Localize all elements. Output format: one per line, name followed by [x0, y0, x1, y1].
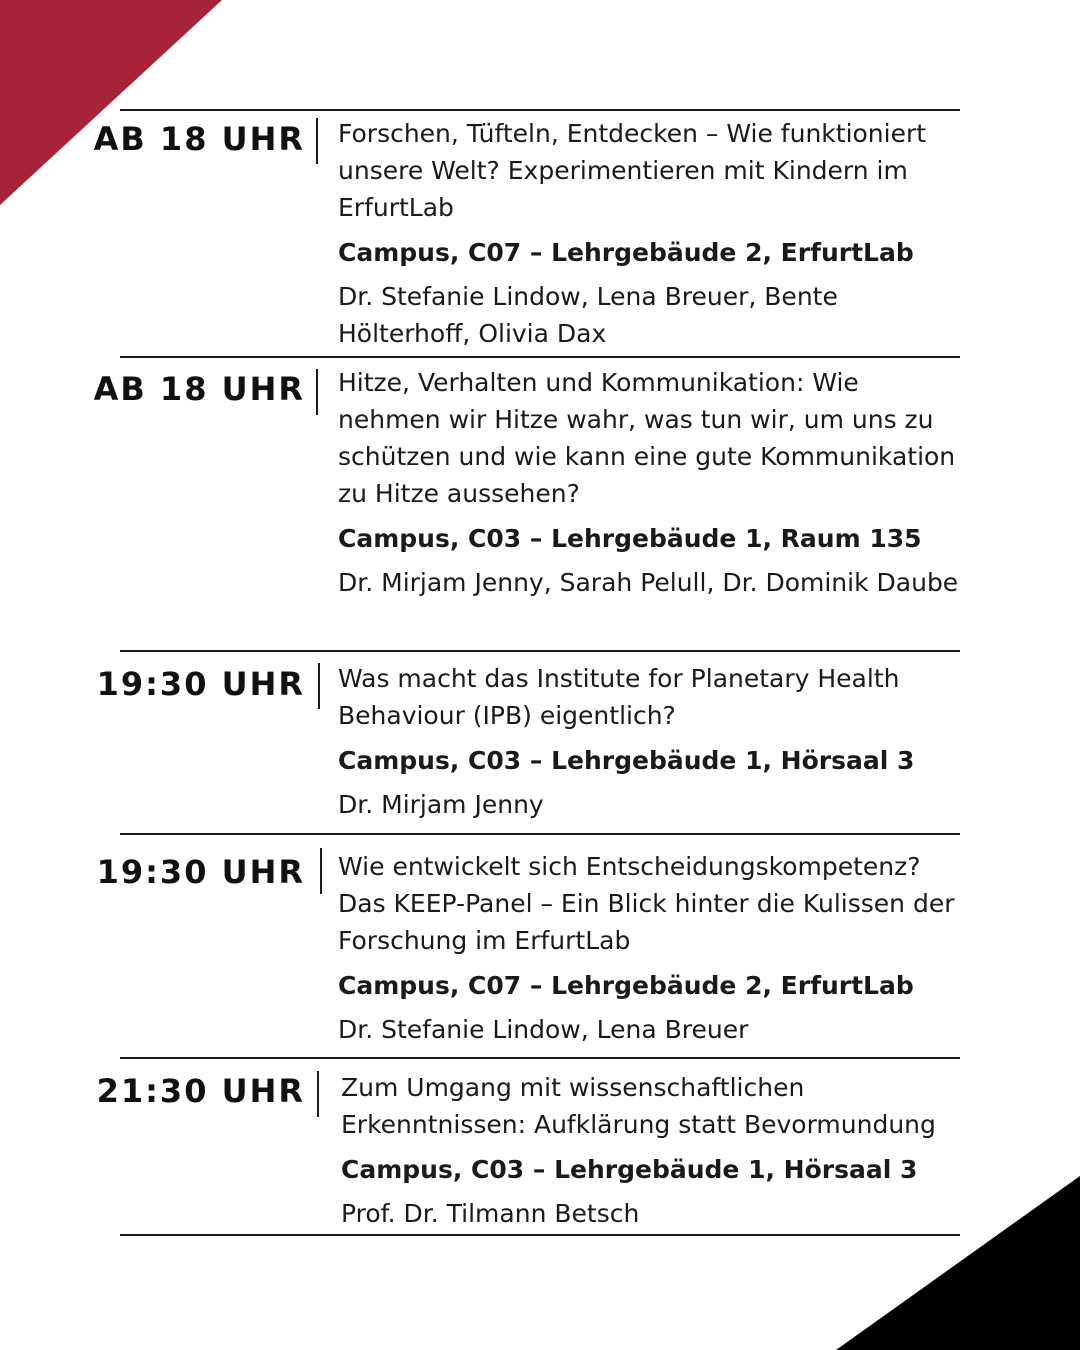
event-location: Campus, C03 – Lehrgebäude 1, Hörsaal 3: [341, 1155, 918, 1184]
event-location: Campus, C03 – Lehrgebäude 1, Raum 135: [338, 524, 922, 553]
event-details: [338, 364, 963, 601]
event-time: 19:30 UHR: [96, 853, 305, 891]
event-time: 19:30 UHR: [96, 665, 305, 703]
event-title: Was macht das Institute for Planetary Health Behaviour (IPB) eigentlich?: [338, 664, 900, 730]
event-speakers: Dr. Stefanie Lindow, Lena Breuer, Bente Hölterhoff, Olivia Dax: [338, 282, 838, 348]
event-title: Zum Umgang mit wissenschaftlichen Erkenntnissen: Aufklärung statt Bevormundung: [341, 1073, 936, 1139]
time-separator-bar: [320, 848, 322, 894]
time-separator-bar: [318, 663, 320, 709]
event-title: Wie entwickelt sich Entscheidungskompetenz? Das KEEP-Panel – Ein Blick hinter die Kulissen der Forschung im ErfurtLab: [338, 852, 955, 955]
event-title: Forschen, Tüfteln, Entdecken – Wie funktioniert unsere Welt? Experimentieren mit Kindern im ErfurtLab: [338, 119, 927, 222]
event-location: Campus, C03 – Lehrgebäude 1, Hörsaal 3: [338, 746, 915, 775]
event-location: Campus, C07 – Lehrgebäude 2, ErfurtLab: [338, 238, 914, 267]
divider-line: [120, 650, 960, 652]
event-speakers: Dr. Stefanie Lindow, Lena Breuer: [338, 1015, 749, 1044]
event-speakers: Dr. Mirjam Jenny, Sarah Pelull, Dr. Dominik Daube: [338, 568, 959, 597]
divider-line: [120, 1057, 960, 1059]
event-details: [338, 115, 963, 352]
event-speakers: Prof. Dr. Tilmann Betsch: [341, 1199, 640, 1228]
divider-line: [120, 833, 960, 835]
event-time: 21:30 UHR: [96, 1072, 305, 1110]
time-separator-bar: [316, 369, 318, 415]
corner-triangle-top-left: [0, 0, 222, 205]
event-time: AB 18 UHR: [93, 120, 305, 158]
event-details: [341, 1069, 966, 1232]
divider-line: [120, 109, 960, 111]
time-separator-bar: [316, 118, 318, 164]
event-details: [338, 848, 963, 1048]
event-location: Campus, C07 – Lehrgebäude 2, ErfurtLab: [338, 971, 914, 1000]
event-time: AB 18 UHR: [93, 370, 305, 408]
event-title: Hitze, Verhalten und Kommunikation: Wie nehmen wir Hitze wahr, was tun wir, um uns zu schützen und wie kann eine gute Kommunikation zu Hitze aussehen?: [338, 368, 956, 508]
divider-line: [120, 1234, 960, 1236]
time-separator-bar: [317, 1071, 319, 1117]
event-speakers: Dr. Mirjam Jenny: [338, 790, 544, 819]
divider-line: [120, 356, 960, 358]
event-details: [338, 660, 963, 823]
